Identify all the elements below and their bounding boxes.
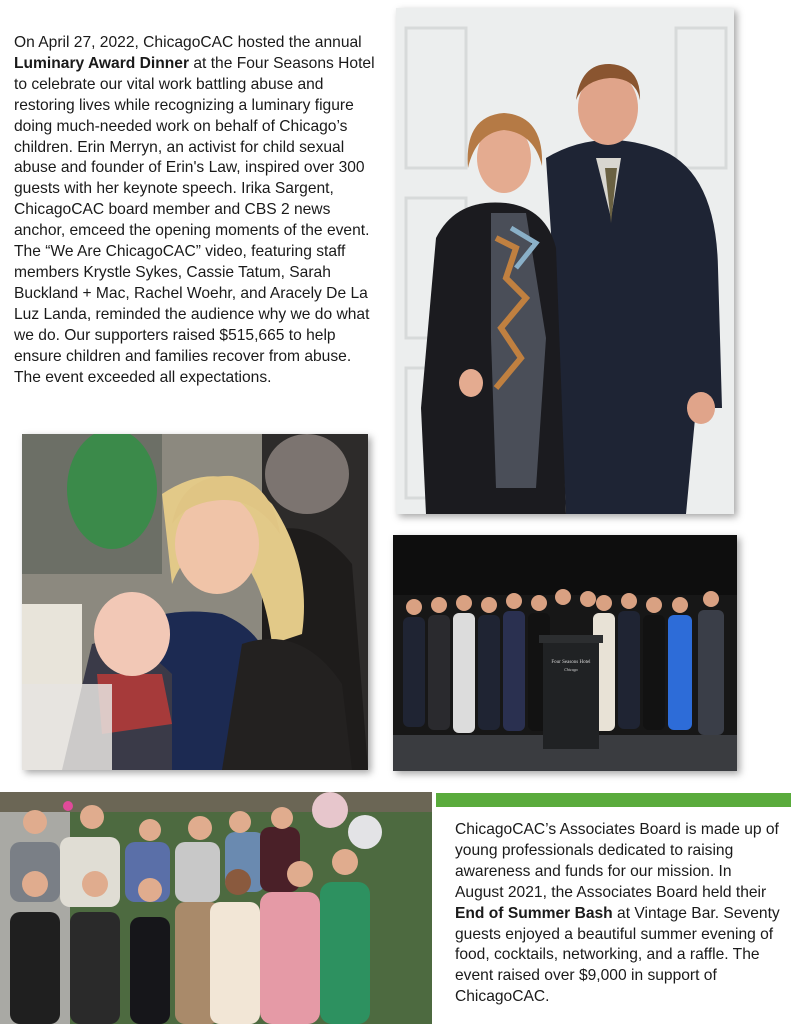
event-name-luminary: Luminary Award Dinner (14, 54, 190, 72)
photo-group-event (393, 535, 737, 771)
associates-board-paragraph (455, 820, 781, 1008)
associates-body-text: at Vintage Bar. Seventy guests enjoyed a beautiful summer evening of food, cocktails, networking, and a raffle. The event raised over $9,000 in support of ChicagoCAC. (455, 904, 780, 1006)
luminary-dinner-paragraph (14, 33, 382, 388)
accent-bar (436, 793, 791, 807)
podium-text-city: Chicago (564, 667, 578, 672)
intro-text: On April 27, 2022, ChicagoCAC hosted the annual (14, 34, 362, 51)
podium-text: Four Seasons Hotel (551, 660, 591, 665)
associates-intro-text: ChicagoCAC’s Associates Board is made up of young professionals dedicated to raising awareness and funds for our mission. In August 2021, the Associates Board held their (455, 821, 779, 901)
photo-couple (396, 8, 734, 514)
photo-mother-baby (22, 434, 368, 770)
photo-associates-board (0, 792, 432, 1024)
body-text: at the Four Seasons Hotel to celebrate our vital work battling abuse and restoring lives while recognizing a luminary figure doing much-needed work on behalf of Chicago’s children. Erin Merryn, an activist for child sexual abuse and founder of Erin's Law, inspired over 300 guests with her keynote speech. Irika Sargent, ChicagoCAC board member and CBS 2 news anchor, emceed the opening moments of the event. The “We Are ChicagoCAC” video, featuring staff members Krystle Sykes, Cassie Tatum, Sarah Buckland + Mac, Rachel Woehr, and Aracely De La Luz Landa, reminded the audience why we do what we do. Our supporters raised $515,665 to help ensure children and families recover from abuse. The event exceeded all expectations. (14, 54, 375, 386)
event-name-summer-bash: End of Summer Bash (455, 904, 613, 922)
